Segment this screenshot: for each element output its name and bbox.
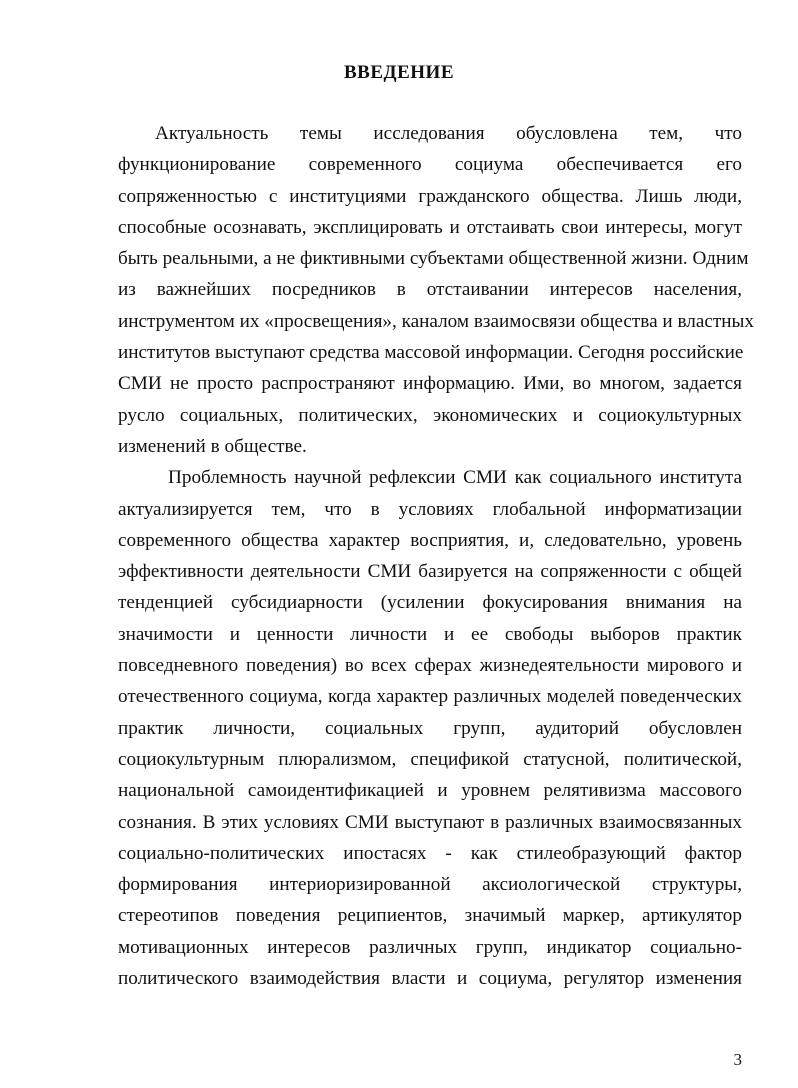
text-line: формирования интериоризированной аксиологической структуры,: [118, 874, 742, 896]
text-line: актуализируется тем, что в условиях глобальной информатизации: [118, 498, 742, 520]
text-line: социокультурным плюрализмом, спецификой статусной, политической,: [118, 748, 742, 770]
paragraph-1: [118, 118, 755, 462]
text-line: СМИ не просто распространяют информацию. Ими, во многом, задается: [118, 373, 742, 395]
text-line: стереотипов поведения реципиентов, значимый маркер, артикулятор: [118, 905, 742, 927]
text-line: быть реальными, а не фиктивными субъектами общественной жизни. Одним: [118, 248, 749, 270]
text-line: повседневного поведения) во всех сферах жизнедеятельности мирового и: [118, 655, 742, 677]
text-line: русло социальных, политических, экономических и социокультурных: [118, 404, 742, 426]
text-line: современного общества характер восприятия, и, следовательно, уровень: [118, 529, 742, 551]
text-line: из важнейших посредников в отстаивании интересов населения,: [118, 279, 742, 301]
paragraph-2: [118, 462, 742, 994]
text-line: сознания. В этих условиях СМИ выступают в различных взаимосвязанных: [118, 811, 742, 833]
text-line: мотивационных интересов различных групп, индикатор социально-: [118, 936, 742, 958]
text-line: эффективности деятельности СМИ базируется на сопряженности с общей: [118, 561, 742, 583]
text-line: политического взаимодействия власти и социума, регулятор изменения: [118, 968, 742, 990]
text-line: отечественного социума, когда характер различных моделей поведенческих: [118, 686, 742, 708]
text-line: социально-политических ипостасях - как стилеобразующий фактор: [118, 842, 742, 864]
text-line: практик личности, социальных групп, аудиторий обусловлен: [118, 717, 742, 739]
text-line: инструментом их «просвещения», каналом взаимосвязи общества и властных: [118, 310, 755, 332]
text-line: Актуальность темы исследования обусловлена тем, что: [155, 123, 742, 144]
text-line: способные осознавать, эксплицировать и отстаивать свои интересы, могут: [118, 216, 742, 238]
text-line: Проблемность научной рефлексии СМИ как социального института: [168, 467, 742, 489]
text-line: сопряженностью с институциями гражданского общества. Лишь люди,: [118, 185, 742, 207]
page-number: 3: [733, 1050, 742, 1069]
text-line: национальной самоидентификацией и уровнем релятивизма массового: [118, 780, 742, 802]
text-line: институтов выступают средства массовой информации. Сегодня российские: [118, 342, 744, 364]
text-line: функционирование современного социума обеспечивается его: [118, 154, 742, 176]
text-line: значимости и ценности личности и ее свободы выборов практик: [118, 623, 742, 645]
text-line: тенденцией субсидиарности (усилении фокусирования внимания на: [118, 592, 742, 614]
body-text: [118, 118, 755, 994]
text-line: изменений в обществе.: [118, 435, 307, 457]
page-heading: ВВЕДЕНИЕ: [344, 62, 454, 83]
